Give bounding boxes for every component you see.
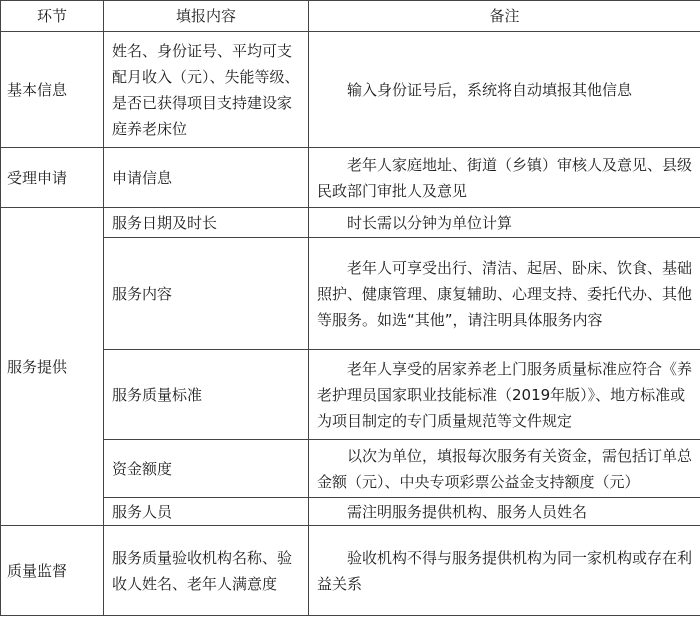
stage-cell: 基本信息	[1, 32, 104, 148]
table-row	[1, 440, 700, 498]
header-stage: 环节	[1, 1, 104, 32]
table-row	[1, 148, 700, 208]
stage-cell: 受理申请	[1, 148, 104, 208]
remark-cell: 验收机构不得与服务提供机构为同一家机构或存在利益关系	[309, 526, 700, 616]
stage-cell: 质量监督	[1, 526, 104, 616]
header-remark: 备注	[309, 1, 700, 32]
content-cell: 资金额度	[104, 440, 309, 498]
header-content: 填报内容	[104, 1, 309, 32]
remark-cell: 以次为单位，填报每次服务有关资金，需包括订单总金额（元）、中央专项彩票公益金支持额度（元）	[309, 440, 700, 498]
remark-cell: 老年人享受的居家养老上门服务质量标准应符合《养老护理员国家职业技能标准（2019年版）》、地方标准或为项目制定的专门质量规范等文件规定	[309, 350, 700, 440]
content-cell: 姓名、身份证号、平均可支配月收入（元）、失能等级、是否已获得项目支持建设家庭养老床位	[104, 32, 309, 148]
table-row	[1, 350, 700, 440]
table-row	[1, 498, 700, 526]
content-cell: 服务日期及时长	[104, 208, 309, 238]
remark-cell: 输入身份证号后，系统将自动填报其他信息	[309, 32, 700, 148]
table-row	[1, 208, 700, 238]
table-row	[1, 526, 700, 616]
content-cell: 申请信息	[104, 148, 309, 208]
table-row	[1, 32, 700, 148]
content-cell: 服务内容	[104, 238, 309, 350]
remark-cell: 老年人可享受出行、清洁、起居、卧床、饮食、基础照护、健康管理、康复辅助、心理支持、委托代办、其他等服务。如选“其他”，请注明具体服务内容	[309, 238, 700, 350]
stage-cell: 服务提供	[1, 208, 104, 526]
header-row	[1, 1, 700, 32]
content-cell: 服务质量标准	[104, 350, 309, 440]
content-cell: 服务质量验收机构名称、验收人姓名、老年人满意度	[104, 526, 309, 616]
remark-cell: 时长需以分钟为单位计算	[309, 208, 700, 238]
content-cell: 服务人员	[104, 498, 309, 526]
remark-cell: 需注明服务提供机构、服务人员姓名	[309, 498, 700, 526]
remark-cell: 老年人家庭地址、街道（乡镇）审核人及意见、县级民政部门审批人及意见	[309, 148, 700, 208]
table-row	[1, 238, 700, 350]
